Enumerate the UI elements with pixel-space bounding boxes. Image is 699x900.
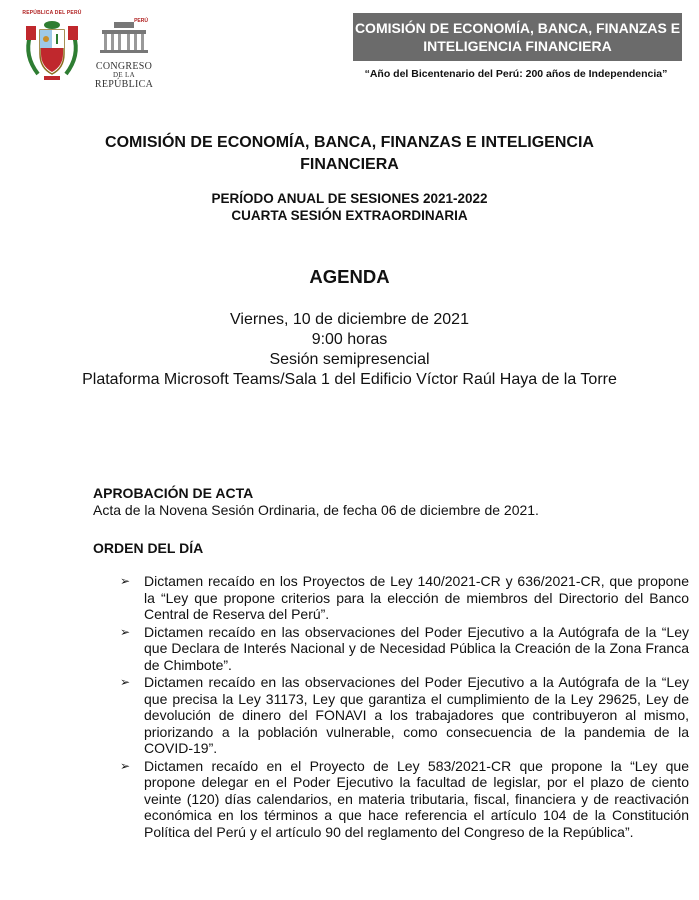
- period-line-2: CUARTA SESIÓN EXTRAORDINARIA: [231, 208, 468, 223]
- commission-banner: [353, 13, 682, 61]
- agenda-item-text: Dictamen recaído en las observaciones del Poder Ejecutivo a la Autógrafa de la “Ley que Declara de Interés Nacional y de Necesidad Pública la Creación de la Zona Franca de Chimbote”.: [144, 623, 689, 673]
- session-time: 9:00 horas: [311, 331, 388, 348]
- arrow-bullet-icon: ➢: [120, 758, 131, 773]
- list-item: [120, 758, 693, 841]
- agenda-items-list: [120, 573, 693, 841]
- congreso-logo: [94, 20, 154, 90]
- document-title: [0, 132, 699, 176]
- session-mode: Sesión semipresencial: [269, 351, 430, 368]
- bicentenary-motto: “Año del Bicentenario del Perú: 200 años de Independencia”: [364, 68, 668, 80]
- session-period: [0, 190, 699, 224]
- session-date: Viernes, 10 de diciembre de 2021: [230, 311, 469, 328]
- congress-line-3: REPÚBLICA: [94, 79, 154, 90]
- congress-building-icon: [94, 20, 154, 56]
- coat-of-arms-icon: [20, 16, 84, 84]
- agenda-item-text: Dictamen recaído en los Proyectos de Ley 140/2021-CR y 636/2021-CR, que propone la “Ley que propone criterios para la elección de miembros del Directorio del Banco Central de Reserva del Perú”.: [144, 573, 689, 622]
- congress-line-1: CONGRESO: [95, 61, 153, 72]
- congress-line-2: DE LA: [113, 71, 135, 79]
- session-venue: Plataforma Microsoft Teams/Sala 1 del Edificio Víctor Raúl Haya de la Torre: [82, 371, 617, 388]
- acta-heading: APROBACIÓN DE ACTA: [93, 485, 254, 501]
- list-item: [120, 674, 693, 757]
- acta-text: Acta de la Novena Sesión Ordinaria, de fecha 06 de diciembre de 2021.: [93, 502, 539, 518]
- congress-logo-peru-label: PERÚ: [134, 18, 148, 24]
- list-item: [120, 624, 693, 674]
- orden-del-dia-heading: ORDEN DEL DÍA: [93, 540, 204, 556]
- congress-logo-text: [94, 61, 154, 90]
- arrow-bullet-icon: ➢: [120, 574, 131, 588]
- title-line-2: FINANCIERA: [300, 156, 399, 173]
- banner-line-2: INTELIGENCIA FINANCIERA: [423, 38, 612, 54]
- period-line-1: PERÍODO ANUAL DE SESIONES 2021-2022: [211, 191, 488, 206]
- shield-caption: REPÚBLICA DEL PERÚ: [22, 10, 82, 16]
- title-line-1: COMISIÓN DE ECONOMÍA, BANCA, FINANZAS E INTELIGENCIA: [105, 134, 594, 151]
- agenda-item-text: Dictamen recaído en el Proyecto de Ley 583/2021-CR que propone la “Ley que propone delegar en el Poder Ejecutivo la facultad de legislar, por el plazo de ciento veinte (120) días calendarios, en materia tributaria, fiscal, financiera y de reactivación económica en los términos a que hace referencia el artículo 104 de la Constitución Política del Perú y el artículo 90 del reglamento del Congreso de la República”.: [144, 757, 689, 840]
- banner-line-1: COMISIÓN DE ECONOMÍA, BANCA, FINANZAS E: [354, 20, 681, 36]
- arrow-bullet-icon: ➢: [120, 624, 131, 639]
- agenda-item-text: Dictamen recaído en las observaciones del Poder Ejecutivo a la Autógrafa de la “Ley que precisa la Ley 31173, Ley que garantiza el cumplimiento de la Ley 29625, Ley de devolución de dinero del FONAVI a los trabajadores que contribuyeron al mismo, priorizando a la población vulnerable, como consecuencia de la pandemia de la COVID-19”.: [144, 674, 689, 756]
- agenda-heading: AGENDA: [309, 266, 390, 287]
- list-item: [120, 573, 693, 623]
- session-details: [0, 310, 699, 390]
- peru-coat-of-arms-logo: [20, 10, 84, 86]
- arrow-bullet-icon: ➢: [120, 675, 131, 689]
